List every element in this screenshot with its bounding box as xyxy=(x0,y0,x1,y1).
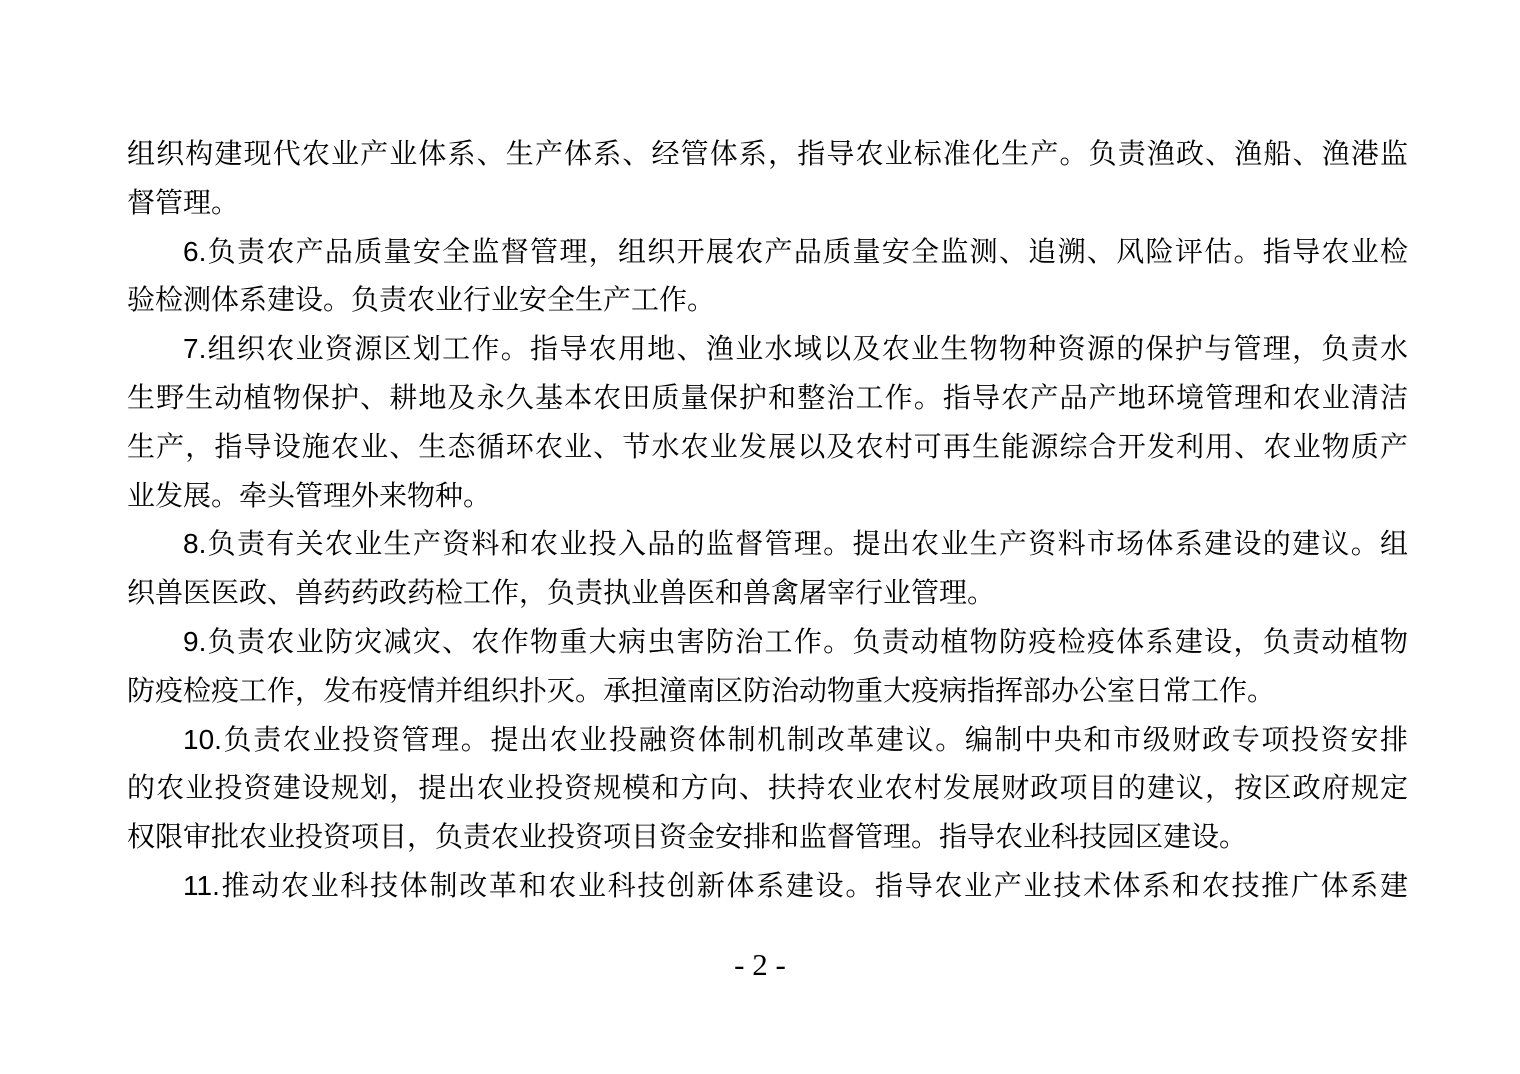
page-footer xyxy=(0,940,1520,990)
text-line: 验检测体系建设。负责农业行业安全生产工作。 xyxy=(127,284,716,316)
text-line: 的农业投资建设规划，提出农业投资规模和方向、扶持农业农村发展财政项目的建议，按区政府规定 xyxy=(127,772,1408,804)
paragraph-item-8 xyxy=(127,520,1408,618)
paragraph-item-10 xyxy=(127,716,1408,862)
paragraph-item-5-continuation xyxy=(127,130,1408,228)
document-body xyxy=(127,130,1408,911)
text-line: 7.组织农业资源区划工作。指导农用地、渔业水域以及农业生物物种资源的保护与管理，负责水 xyxy=(183,333,1408,365)
text-line: 8.负责有关农业生产资料和农业投入品的监督管理。提出农业生产资料市场体系建设的建议。组 xyxy=(183,528,1408,560)
paragraph-item-7 xyxy=(127,325,1408,520)
text-line: 11.推动农业科技体制改革和农业科技创新体系建设。指导农业产业技术体系和农技推广体系建 xyxy=(183,869,1408,901)
paragraph-item-6 xyxy=(127,228,1408,326)
paragraph-item-11 xyxy=(127,862,1408,911)
text-line: 权限审批农业投资项目，负责农业投资项目资金安排和监督管理。指导农业科技园区建设。 xyxy=(127,821,1248,853)
text-line: 6.负责农产品质量安全监督管理，组织开展农产品质量安全监测、追溯、风险评估。指导农业检 xyxy=(183,235,1408,267)
paragraph-item-9 xyxy=(127,618,1408,716)
page-number: - 2 - xyxy=(734,947,786,982)
text-line: 组织构建现代农业产业体系、生产体系、经管体系，指导农业标准化生产。负责渔政、渔船、渔港监 xyxy=(127,138,1408,169)
text-line: 生野生动植物保护、耕地及永久基本农田质量保护和整治工作。指导农产品产地环境管理和农业清洁 xyxy=(127,381,1408,413)
text-line: 织兽医医政、兽药药政药检工作，负责执业兽医和兽禽屠宰行业管理。 xyxy=(127,577,996,609)
text-line: 9.负责农业防灾减灾、农作物重大病虫害防治工作。负责动植物防疫检疫体系建设，负责动植物 xyxy=(183,625,1408,657)
text-line: 防疫检疫工作，发布疫情并组织扑灭。承担潼南区防治动物重大疫病指挥部办公室日常工作。 xyxy=(127,674,1276,706)
text-line: 业发展。牵头管理外来物种。 xyxy=(127,479,492,511)
text-line: 10.负责农业投资管理。提出农业投融资体制机制改革建议。编制中央和市级财政专项投资安排 xyxy=(183,723,1408,755)
text-line: 生产，指导设施农业、生态循环农业、节水农业发展以及农村可再生能源综合开发利用、农业物质产 xyxy=(127,430,1408,462)
text-line: 督管理。 xyxy=(127,186,240,218)
